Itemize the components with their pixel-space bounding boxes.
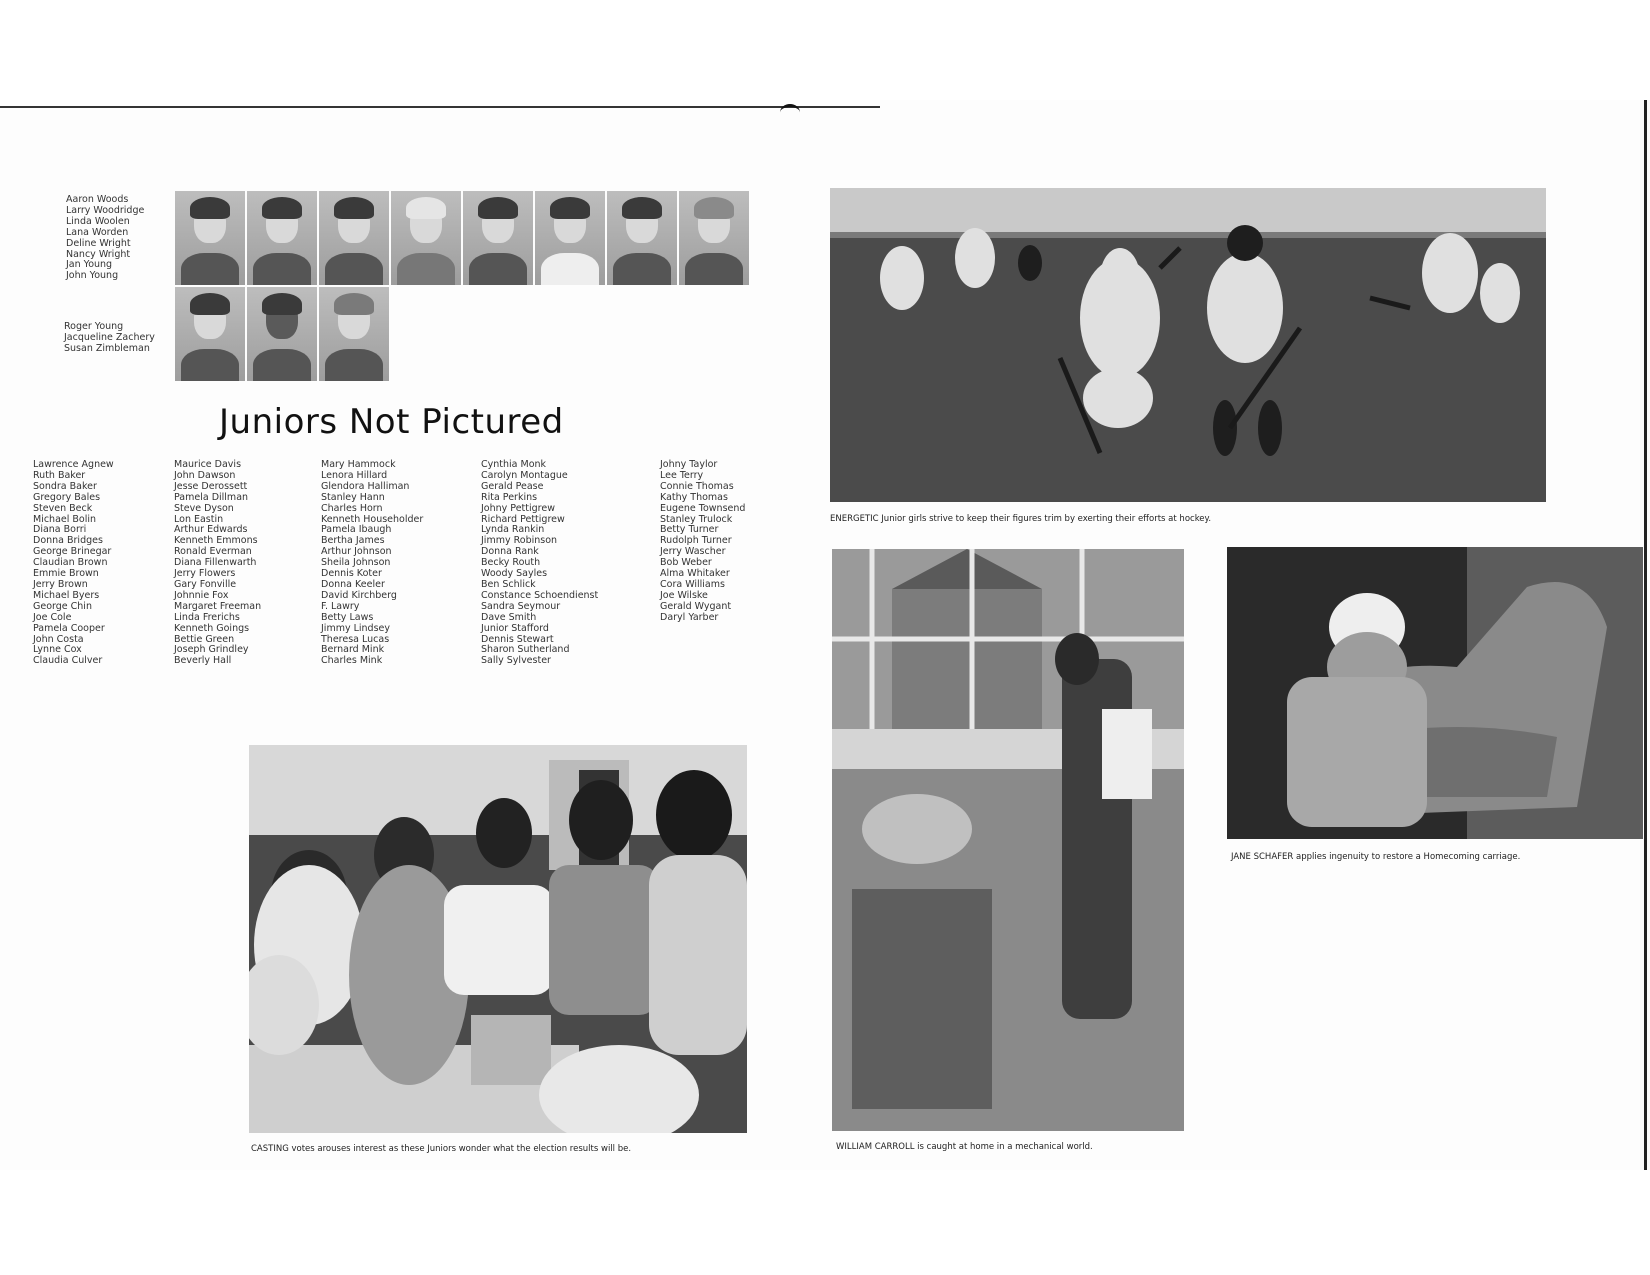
- name-item: Linda Frerichs: [174, 611, 240, 623]
- portrait-photo: [535, 191, 605, 285]
- name-item: Lee Terry: [660, 469, 704, 481]
- name-item: Roger Young: [64, 321, 124, 332]
- name-item: Donna Rank: [481, 546, 539, 558]
- name-item: Beverly Hall: [174, 655, 232, 667]
- name-item: Glendora Halliman: [321, 480, 410, 492]
- name-item: Lenora Hillard: [321, 469, 388, 481]
- name-item: Kenneth Goings: [174, 622, 250, 634]
- portrait-grid-row1: [175, 191, 749, 285]
- caption-schafer: JANE SCHAFER applies ingenuity to restore a Homecoming carriage.: [1231, 852, 1521, 862]
- carroll-photo: [832, 549, 1184, 1131]
- name-item: Steven Beck: [33, 502, 93, 514]
- name-item: Kathy Thomas: [660, 491, 728, 503]
- not-pictured-col3: [321, 460, 423, 667]
- name-item: Diana Fillenwarth: [174, 557, 257, 569]
- name-item: Lynda Rankin: [481, 524, 545, 536]
- name-item: Michael Bolin: [33, 513, 97, 525]
- name-item: Eugene Townsend: [660, 502, 746, 514]
- name-item: Dennis Koter: [321, 568, 382, 580]
- name-item: Claudian Brown: [33, 557, 108, 569]
- name-item: Daryl Yarber: [660, 611, 719, 623]
- not-pictured-col4: [481, 460, 598, 667]
- hockey-photo: [830, 188, 1546, 502]
- portrait-grid-row2: [175, 287, 749, 381]
- section-heading: Juniors Not Pictured: [219, 402, 564, 442]
- name-item: Joe Wilske: [660, 589, 708, 601]
- name-item: Charles Horn: [321, 502, 383, 514]
- name-item: Sheila Johnson: [321, 557, 391, 569]
- name-item: Margaret Freeman: [174, 600, 262, 612]
- name-item: Gary Fonville: [174, 578, 237, 590]
- name-item: Richard Pettigrew: [481, 513, 565, 525]
- name-item: Johny Taylor: [660, 459, 718, 470]
- name-item: Stanley Trulock: [660, 513, 733, 525]
- name-item: Bernard Mink: [321, 644, 385, 656]
- caption-carroll: WILLIAM CARROLL is caught at home in a mechanical world.: [836, 1142, 1093, 1152]
- name-item: Ronald Everman: [174, 546, 252, 558]
- name-item: Bettie Green: [174, 633, 235, 645]
- name-item: Jerry Brown: [33, 578, 88, 590]
- portrait-photo: [247, 287, 317, 381]
- schafer-photo: [1227, 547, 1643, 839]
- name-item: Joe Cole: [33, 611, 72, 623]
- name-item: Sandra Seymour: [481, 600, 561, 612]
- name-item: Arthur Johnson: [321, 546, 392, 558]
- page-right-edge: [1644, 100, 1647, 1170]
- name-item: George Chin: [33, 600, 92, 612]
- not-pictured-col5: [660, 460, 745, 624]
- name-item: Constance Schoendienst: [481, 589, 599, 601]
- name-item: Maurice Davis: [174, 459, 242, 470]
- name-item: Bob Weber: [660, 557, 712, 569]
- name-item: Steve Dyson: [174, 502, 234, 514]
- name-item: Nancy Wright: [66, 248, 131, 260]
- portrait-names-row1: [66, 195, 144, 282]
- name-item: Donna Keeler: [321, 578, 385, 590]
- name-item: Jesse Derossett: [174, 480, 248, 492]
- portrait-photo: [391, 191, 461, 285]
- name-item: Rudolph Turner: [660, 535, 732, 547]
- name-item: Larry Woodridge: [66, 204, 145, 216]
- name-item: Aaron Woods: [66, 194, 129, 205]
- name-item: Johny Pettigrew: [481, 502, 555, 514]
- name-item: Bertha James: [321, 535, 385, 547]
- portrait-photo: [319, 287, 389, 381]
- name-item: Emmie Brown: [33, 568, 99, 580]
- voting-photo: [249, 745, 747, 1133]
- portrait-photo: [463, 191, 533, 285]
- name-item: Jimmy Lindsey: [321, 622, 390, 634]
- name-item: Lana Worden: [66, 226, 129, 238]
- name-item: Jacqueline Zachery: [64, 331, 155, 343]
- not-pictured-col1: [33, 460, 114, 667]
- name-item: Dennis Stewart: [481, 633, 554, 645]
- name-item: Susan Zimbleman: [64, 342, 150, 354]
- portrait-photo: [607, 191, 677, 285]
- name-item: Jan Young: [66, 259, 113, 271]
- name-item: Diana Borri: [33, 524, 87, 536]
- name-item: Gerald Wygant: [660, 600, 732, 612]
- name-item: Jerry Flowers: [174, 568, 236, 580]
- name-item: John Dawson: [174, 469, 236, 481]
- portrait-photo: [175, 287, 245, 381]
- name-item: Woody Sayles: [481, 568, 548, 580]
- name-item: Sondra Baker: [33, 480, 97, 492]
- portrait-photo: [679, 191, 749, 285]
- name-item: Pamela Dillman: [174, 491, 249, 503]
- name-item: Betty Turner: [660, 524, 719, 536]
- name-item: Linda Woolen: [66, 215, 130, 227]
- name-item: Joseph Grindley: [174, 644, 249, 656]
- name-item: Sally Sylvester: [481, 655, 551, 667]
- name-item: Gregory Bales: [33, 491, 101, 503]
- name-item: Becky Routh: [481, 557, 541, 569]
- name-item: Johnnie Fox: [174, 589, 229, 601]
- name-item: Michael Byers: [33, 589, 100, 601]
- caption-voting: CASTING votes arouses interest as these Juniors wonder what the election results will be.: [251, 1144, 632, 1154]
- name-item: Donna Bridges: [33, 535, 103, 547]
- portrait-photo: [175, 191, 245, 285]
- name-item: Arthur Edwards: [174, 524, 248, 536]
- name-item: David Kirchberg: [321, 589, 397, 601]
- name-item: Claudia Culver: [33, 655, 103, 667]
- name-item: Theresa Lucas: [321, 633, 390, 645]
- name-item: Rita Perkins: [481, 491, 538, 503]
- name-item: Gerald Pease: [481, 480, 544, 492]
- not-pictured-col2: [174, 460, 261, 667]
- name-item: Jerry Wascher: [660, 546, 726, 558]
- name-item: F. Lawry: [321, 600, 360, 612]
- portrait-photo: [319, 191, 389, 285]
- name-item: Mary Hammock: [321, 459, 396, 470]
- name-item: John Costa: [33, 633, 84, 645]
- portrait-photo: [247, 191, 317, 285]
- name-item: Stanley Hann: [321, 491, 385, 503]
- name-item: Pamela Ibaugh: [321, 524, 392, 536]
- name-item: Deline Wright: [66, 237, 131, 249]
- name-item: Kenneth Emmons: [174, 535, 258, 547]
- name-item: Lawrence Agnew: [33, 459, 114, 470]
- name-item: Cora Williams: [660, 578, 725, 590]
- name-item: Carolyn Montague: [481, 469, 568, 481]
- page-top-rule: [0, 106, 880, 108]
- name-item: Charles Mink: [321, 655, 383, 667]
- name-item: Jimmy Robinson: [481, 535, 558, 547]
- portrait-names-row2: [64, 322, 155, 355]
- name-item: Ruth Baker: [33, 469, 86, 481]
- name-item: Lon Eastin: [174, 513, 224, 525]
- name-item: Pamela Cooper: [33, 622, 105, 634]
- name-item: Lynne Cox: [33, 644, 82, 656]
- name-item: Kenneth Householder: [321, 513, 424, 525]
- name-item: George Brinegar: [33, 546, 112, 558]
- name-item: Dave Smith: [481, 611, 537, 623]
- name-item: Alma Whitaker: [660, 568, 730, 580]
- caption-hockey: ENERGETIC Junior girls strive to keep their figures trim by exerting their efforts at hockey.: [830, 514, 1212, 524]
- name-item: Betty Laws: [321, 611, 374, 623]
- name-item: Junior Stafford: [481, 622, 549, 634]
- name-item: Sharon Sutherland: [481, 644, 570, 656]
- binding-mark: [780, 104, 800, 121]
- name-item: Cynthia Monk: [481, 459, 547, 470]
- name-item: Ben Schlick: [481, 578, 536, 590]
- name-item: John Young: [66, 270, 119, 282]
- name-item: Connie Thomas: [660, 480, 734, 492]
